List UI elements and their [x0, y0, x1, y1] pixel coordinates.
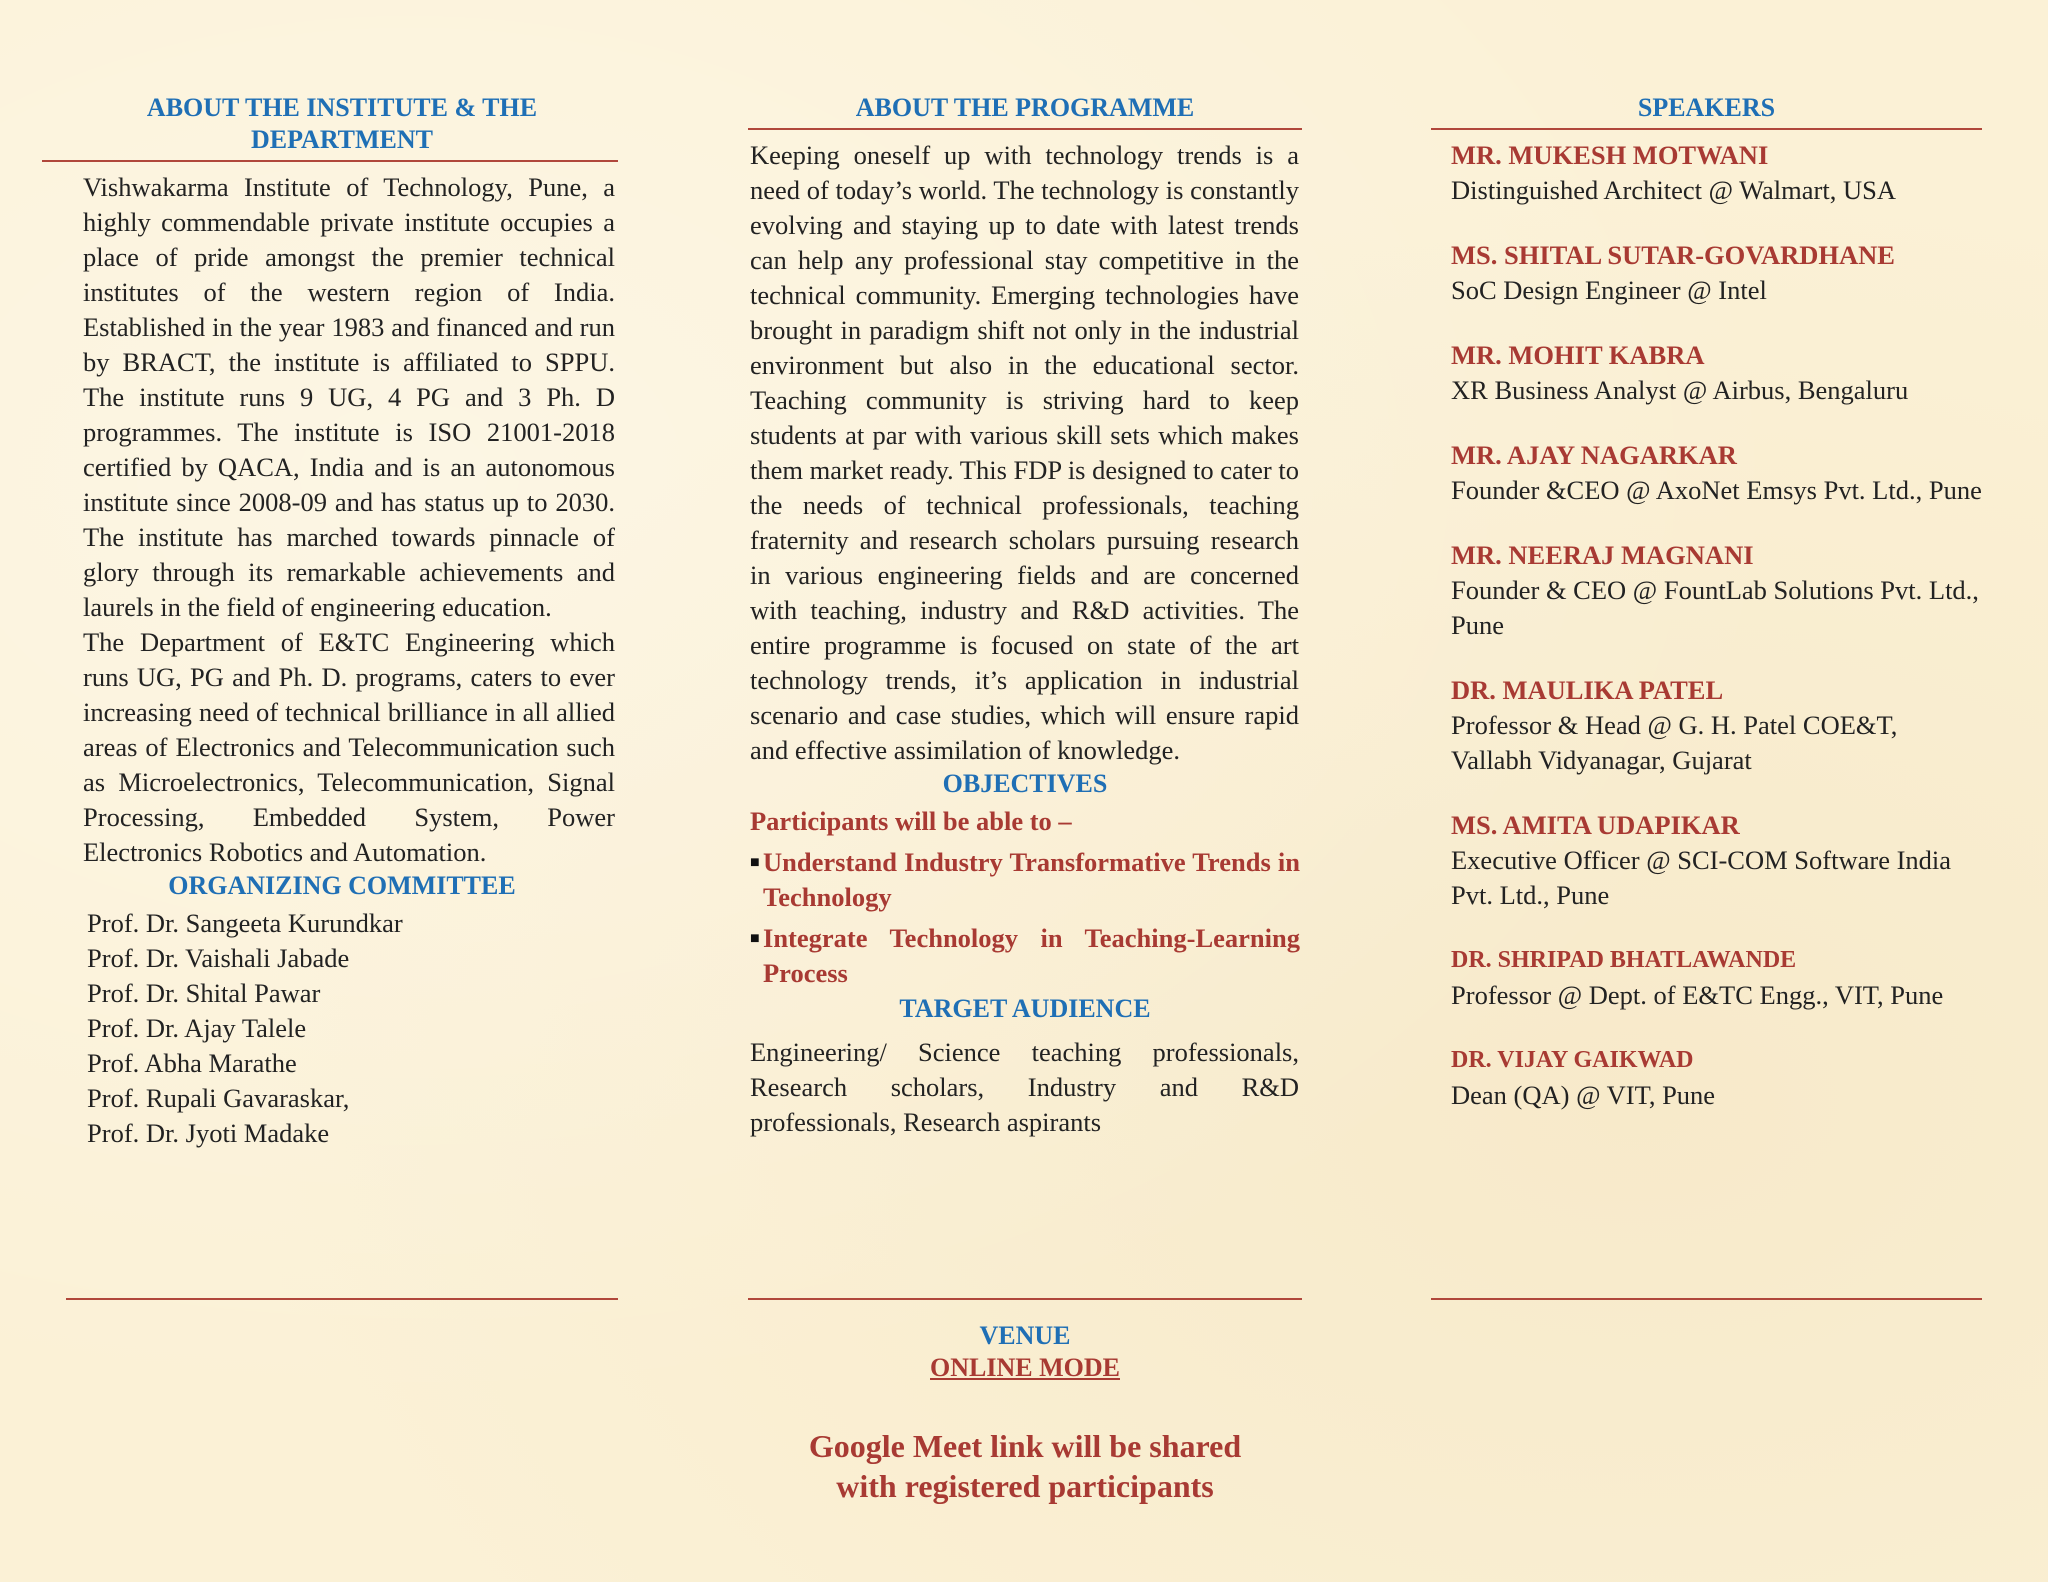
committee-member: Prof. Dr. Jyoti Madake	[87, 1118, 330, 1148]
speaker-entry	[1431, 943, 1982, 1013]
programme-text: Keeping oneself up with technology trends is a need of today’s world. The technology is constantly evolving and staying up to date with latest trends can help any professional stay competitive in the technical community. Emerging technologies have brought in paradigm shift not only in the industrial environment but also in the educational sector. Teaching community is striving hard to keep students at par with various skill sets which makes them market ready. This FDP is designed to cater to the needs of technical professionals, teaching fraternity and research scholars pursuing research in various engineering fields and are concerned with teaching, industry and R&D activities. The entire programme is focused on state of the art technology trends, it’s application in industrial scenario and case studies, which will ensure rapid and effective assimilation of knowledge.	[750, 140, 1299, 765]
committee-member: Prof. Dr. Sangeeta Kurundkar	[87, 908, 403, 938]
audience-heading: TARGET AUDIENCE	[899, 994, 1151, 1023]
venue-heading: VENUE	[979, 1321, 1071, 1350]
speaker-entry	[1431, 808, 1982, 913]
speaker-role: Professor & Head @ G. H. Patel COE&T, Vallabh Vidyanagar, Gujarat	[1451, 710, 1898, 775]
venue-section	[748, 1320, 1302, 1506]
objectives-list	[748, 845, 1302, 991]
committee-heading: ORGANIZING COMMITTEE	[168, 871, 516, 900]
objective-item	[748, 845, 1302, 915]
speaker-role: XR Business Analyst @ Airbus, Bengaluru	[1451, 375, 1909, 405]
divider	[1431, 128, 1982, 130]
column-bottom-divider	[66, 1298, 618, 1300]
speaker-entry	[1431, 138, 1982, 208]
speaker-role: Executive Officer @ SCI-COM Software India Pvt. Ltd., Pune	[1451, 845, 1952, 910]
audience-text: Engineering/ Science teaching professionals, Research scholars, Industry and R&D professionals, Research aspirants	[750, 1037, 1299, 1137]
speakers-heading: SPEAKERS	[1637, 93, 1776, 122]
speaker-name: DR. SHRIPAD BHATLAWANDE	[1451, 947, 1797, 973]
speaker-name: MR. MUKESH MOTWANI	[1451, 140, 1769, 170]
speaker-role: Distinguished Architect @ Walmart, USA	[1451, 175, 1896, 205]
speaker-name: DR. MAULIKA PATEL	[1451, 675, 1724, 705]
speaker-name: MS. AMITA UDAPIKAR	[1451, 810, 1740, 840]
speaker-entry	[1431, 338, 1982, 408]
venue-note-line: with registered participants	[836, 1468, 1214, 1504]
objective-text: Integrate Technology in Teaching-Learning Process	[763, 923, 1300, 988]
speaker-name: DR. VIJAY GAIKWAD	[1451, 1047, 1694, 1073]
speaker-entry	[1431, 238, 1982, 308]
speaker-name: MR. NEERAJ MAGNANI	[1451, 540, 1754, 570]
venue-mode: ONLINE MODE	[930, 1353, 1120, 1382]
venue-note-line: Google Meet link will be shared	[808, 1428, 1242, 1464]
speaker-role: Professor @ Dept. of E&TC Engg., VIT, Pune	[1451, 980, 1944, 1010]
column-bottom-divider	[1431, 1298, 1982, 1300]
speaker-role: Founder & CEO @ FountLab Solutions Pvt. Ltd., Pune	[1451, 575, 1979, 640]
objective-text: Understand Industry Transformative Trends in Technology	[763, 847, 1300, 912]
committee-member: Prof. Dr. Vaishali Jabade	[87, 943, 350, 973]
department-paragraph: The Department of E&TC Engineering which runs UG, PG and Ph. D. programs, caters to ever increasing need of technical brilliance in all allied areas of Electronics and Telecommunication such as Microelectronics, Telecommunication, Signal Processing, Embedded System, Power Electronics Robotics and Automation.	[83, 627, 615, 867]
committee-member: Prof. Dr. Ajay Talele	[87, 1013, 307, 1043]
square-bullet-icon: ■	[750, 930, 760, 947]
institute-paragraph: Vishwakarma Institute of Technology, Pune, a highly commendable private institute occupies a place of pride amongst the premier technical institutes of the western region of India. Established in the year 1983 and financed and run by BRACT, the institute is affiliated to SPPU. The institute runs 9 UG, 4 PG and 3 Ph. D programmes. The institute is ISO 21001-2018 certified by QACA, India and is an autonomous institute since 2008-09 and has status up to 2030. The institute has marched towards pinnacle of glory through its remarkable achievements and laurels in the field of engineering education.	[83, 172, 615, 622]
speaker-role: Founder &CEO @ AxoNet Emsys Pvt. Ltd., Pune	[1451, 475, 1982, 505]
speaker-name: MR. AJAY NAGARKAR	[1451, 440, 1737, 470]
column-bottom-divider	[748, 1298, 1302, 1300]
objectives-heading: OBJECTIVES	[942, 769, 1108, 798]
venue-note	[748, 1426, 1302, 1506]
committee-member: Prof. Abha Marathe	[87, 1048, 297, 1078]
objective-item	[748, 921, 1302, 991]
square-bullet-icon: ■	[750, 854, 760, 871]
speaker-entry	[1431, 438, 1982, 508]
speaker-entry	[1431, 1043, 1982, 1113]
objectives-intro: Participants will be able to –	[750, 806, 1072, 836]
speaker-name: MR. MOHIT KABRA	[1451, 340, 1705, 370]
divider	[42, 160, 618, 162]
institute-heading: ABOUT THE INSTITUTE & THE DEPARTMENT	[146, 93, 538, 154]
speakers-column	[1431, 92, 1982, 1143]
committee-member: Prof. Rupali Gavaraskar,	[87, 1083, 350, 1113]
institute-column	[66, 92, 618, 1151]
programme-column	[748, 92, 1302, 1140]
committee-list	[66, 906, 618, 1151]
speaker-entry	[1431, 538, 1982, 643]
speaker-name: MS. SHITAL SUTAR-GOVARDHANE	[1451, 240, 1895, 270]
speaker-role: Dean (QA) @ VIT, Pune	[1451, 1080, 1716, 1110]
committee-member: Prof. Dr. Shital Pawar	[87, 978, 321, 1008]
speaker-entry	[1431, 673, 1982, 778]
divider	[748, 128, 1302, 130]
speaker-role: SoC Design Engineer @ Intel	[1451, 275, 1767, 305]
programme-heading: ABOUT THE PROGRAMME	[855, 93, 1195, 122]
